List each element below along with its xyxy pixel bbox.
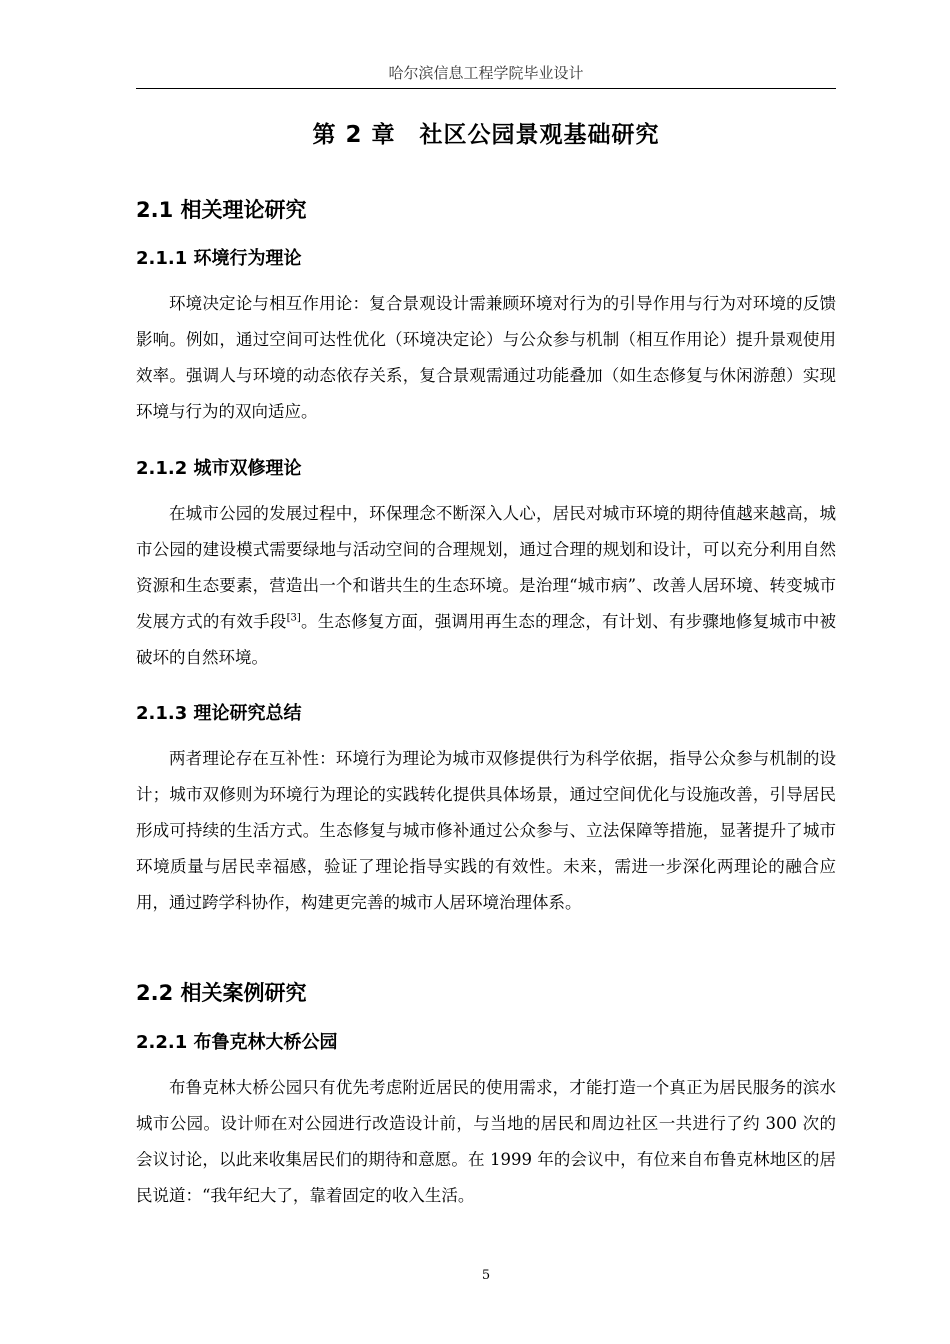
- section-2-1-2-heading: 2.1.2 城市双修理论: [136, 458, 302, 479]
- header-rule: [136, 88, 836, 89]
- section-2-2-1-heading: 2.2.1 布鲁克林大桥公园: [136, 1032, 338, 1053]
- section-2-1-3-heading: 2.1.3 理论研究总结: [136, 703, 302, 724]
- section-2-2-1-paragraph: 布鲁克林大桥公园只有优先考虑附近居民的使用需求，才能打造一个真正为居民服务的滨水城市公园。设计师在对公园进行改造设计前，与当地的居民和周边社区一共进行了约 300 次的会议讨论，以此来收集居民们的期待和意愿。在 1999 年的会议中，有位来自布鲁克林地区的居民说道：“我年纪大了，靠着固定的收入生活。: [136, 1078, 836, 1205]
- paragraph-text-part-1: 在城市公园的发展过程中，环保理念不断深入人心，居民对城市环境的期待值越来越高，城市公园的建设模式需要绿地与活动空间的合理规划，通过合理的规划和设计，可以充分利用自然资源和生态要素，营造出一个和谐共生的生态环境。是治理“城市病”、改善人居环境、转变城市发展方式的有效手段: [136, 504, 836, 631]
- section-2-1-2-paragraph: [136, 496, 836, 676]
- paragraph-text-part-2: 。生态修复方面，强调用再生态的理念，有计划、有步骤地修复城市中被破坏的自然环境。: [136, 612, 837, 667]
- chapter-title: 第 2 章 社区公园景观基础研究: [312, 122, 660, 148]
- section-2-1-heading: 2.1 相关理论研究: [136, 198, 307, 222]
- running-header: 哈尔滨信息工程学院毕业设计: [388, 64, 584, 82]
- section-2-1-1-paragraph: 环境决定论与相互作用论：复合景观设计需兼顾环境对行为的引导作用与行为对环境的反馈影响。例如，通过空间可达性优化（环境决定论）与公众参与机制（相互作用论）提升景观使用效率。强调人与环境的动态依存关系，复合景观需通过功能叠加（如生态修复与休闲游憩）实现环境与行为的双向适应。: [136, 294, 836, 421]
- section-2-2-heading: 2.2 相关案例研究: [136, 981, 307, 1005]
- page-number: 5: [481, 1268, 491, 1283]
- section-2-1-3-paragraph: 两者理论存在互补性：环境行为理论为城市双修提供行为科学依据，指导公众参与机制的设计；城市双修则为环境行为理论的实践转化提供具体场景，通过空间优化与设施改善，引导居民形成可持续的生活方式。生态修复与城市修补通过公众参与、立法保障等措施，显著提升了城市环境质量与居民幸福感，验证了理论指导实践的有效性。未来，需进一步深化两理论的融合应用，通过跨学科协作，构建更完善的城市人居环境治理体系。: [136, 749, 836, 912]
- section-2-1-1-heading: 2.1.1 环境行为理论: [136, 248, 302, 269]
- citation-ref: [3]: [286, 612, 301, 624]
